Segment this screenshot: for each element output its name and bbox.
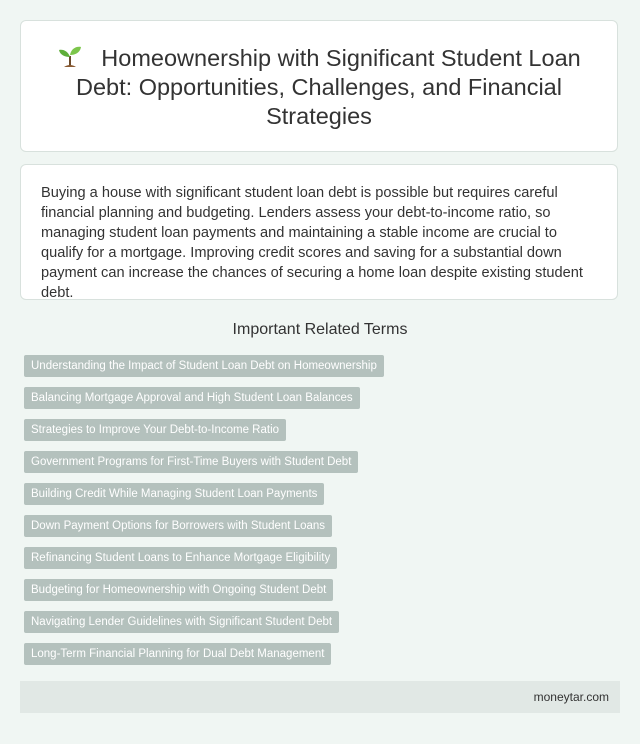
page-title-text: Homeownership with Significant Student Loan Debt: Opportunities, Challenges, and Financial Strategies: [76, 45, 581, 129]
summary-card: [20, 164, 618, 300]
related-terms-list: [24, 355, 624, 675]
sprout-icon: [57, 43, 83, 69]
related-term[interactable]: Refinancing Student Loans to Enhance Mortgage Eligibility: [24, 547, 337, 569]
footer-site-link[interactable]: moneytar.com: [533, 690, 609, 704]
related-term[interactable]: Strategies to Improve Your Debt-to-Income Ratio: [24, 419, 286, 441]
related-term[interactable]: Building Credit While Managing Student Loan Payments: [24, 483, 324, 505]
related-terms-heading: Important Related Terms: [232, 321, 408, 338]
related-term[interactable]: Down Payment Options for Borrowers with Student Loans: [24, 515, 332, 537]
related-term[interactable]: Long-Term Financial Planning for Dual Debt Management: [24, 643, 331, 665]
page-title: [51, 43, 587, 131]
related-term[interactable]: Navigating Lender Guidelines with Significant Student Debt: [24, 611, 339, 633]
footer: [20, 681, 620, 713]
related-term[interactable]: Balancing Mortgage Approval and High Student Loan Balances: [24, 387, 360, 409]
related-term[interactable]: Budgeting for Homeownership with Ongoing Student Debt: [24, 579, 333, 601]
title-card: [20, 20, 618, 152]
related-term[interactable]: Understanding the Impact of Student Loan Debt on Homeownership: [24, 355, 384, 377]
summary-text: Buying a house with significant student loan debt is possible but requires careful financial planning and budgeting. Lenders assess your debt-to-income ratio, so managing student loan payments and maintaining a stable income are crucial to qualify for a mortgage. Improving credit scores and saving for a substantial down payment can increase the chances of securing a home loan despite existing student debt.: [41, 185, 583, 301]
related-term[interactable]: Government Programs for First-Time Buyers with Student Debt: [24, 451, 358, 473]
